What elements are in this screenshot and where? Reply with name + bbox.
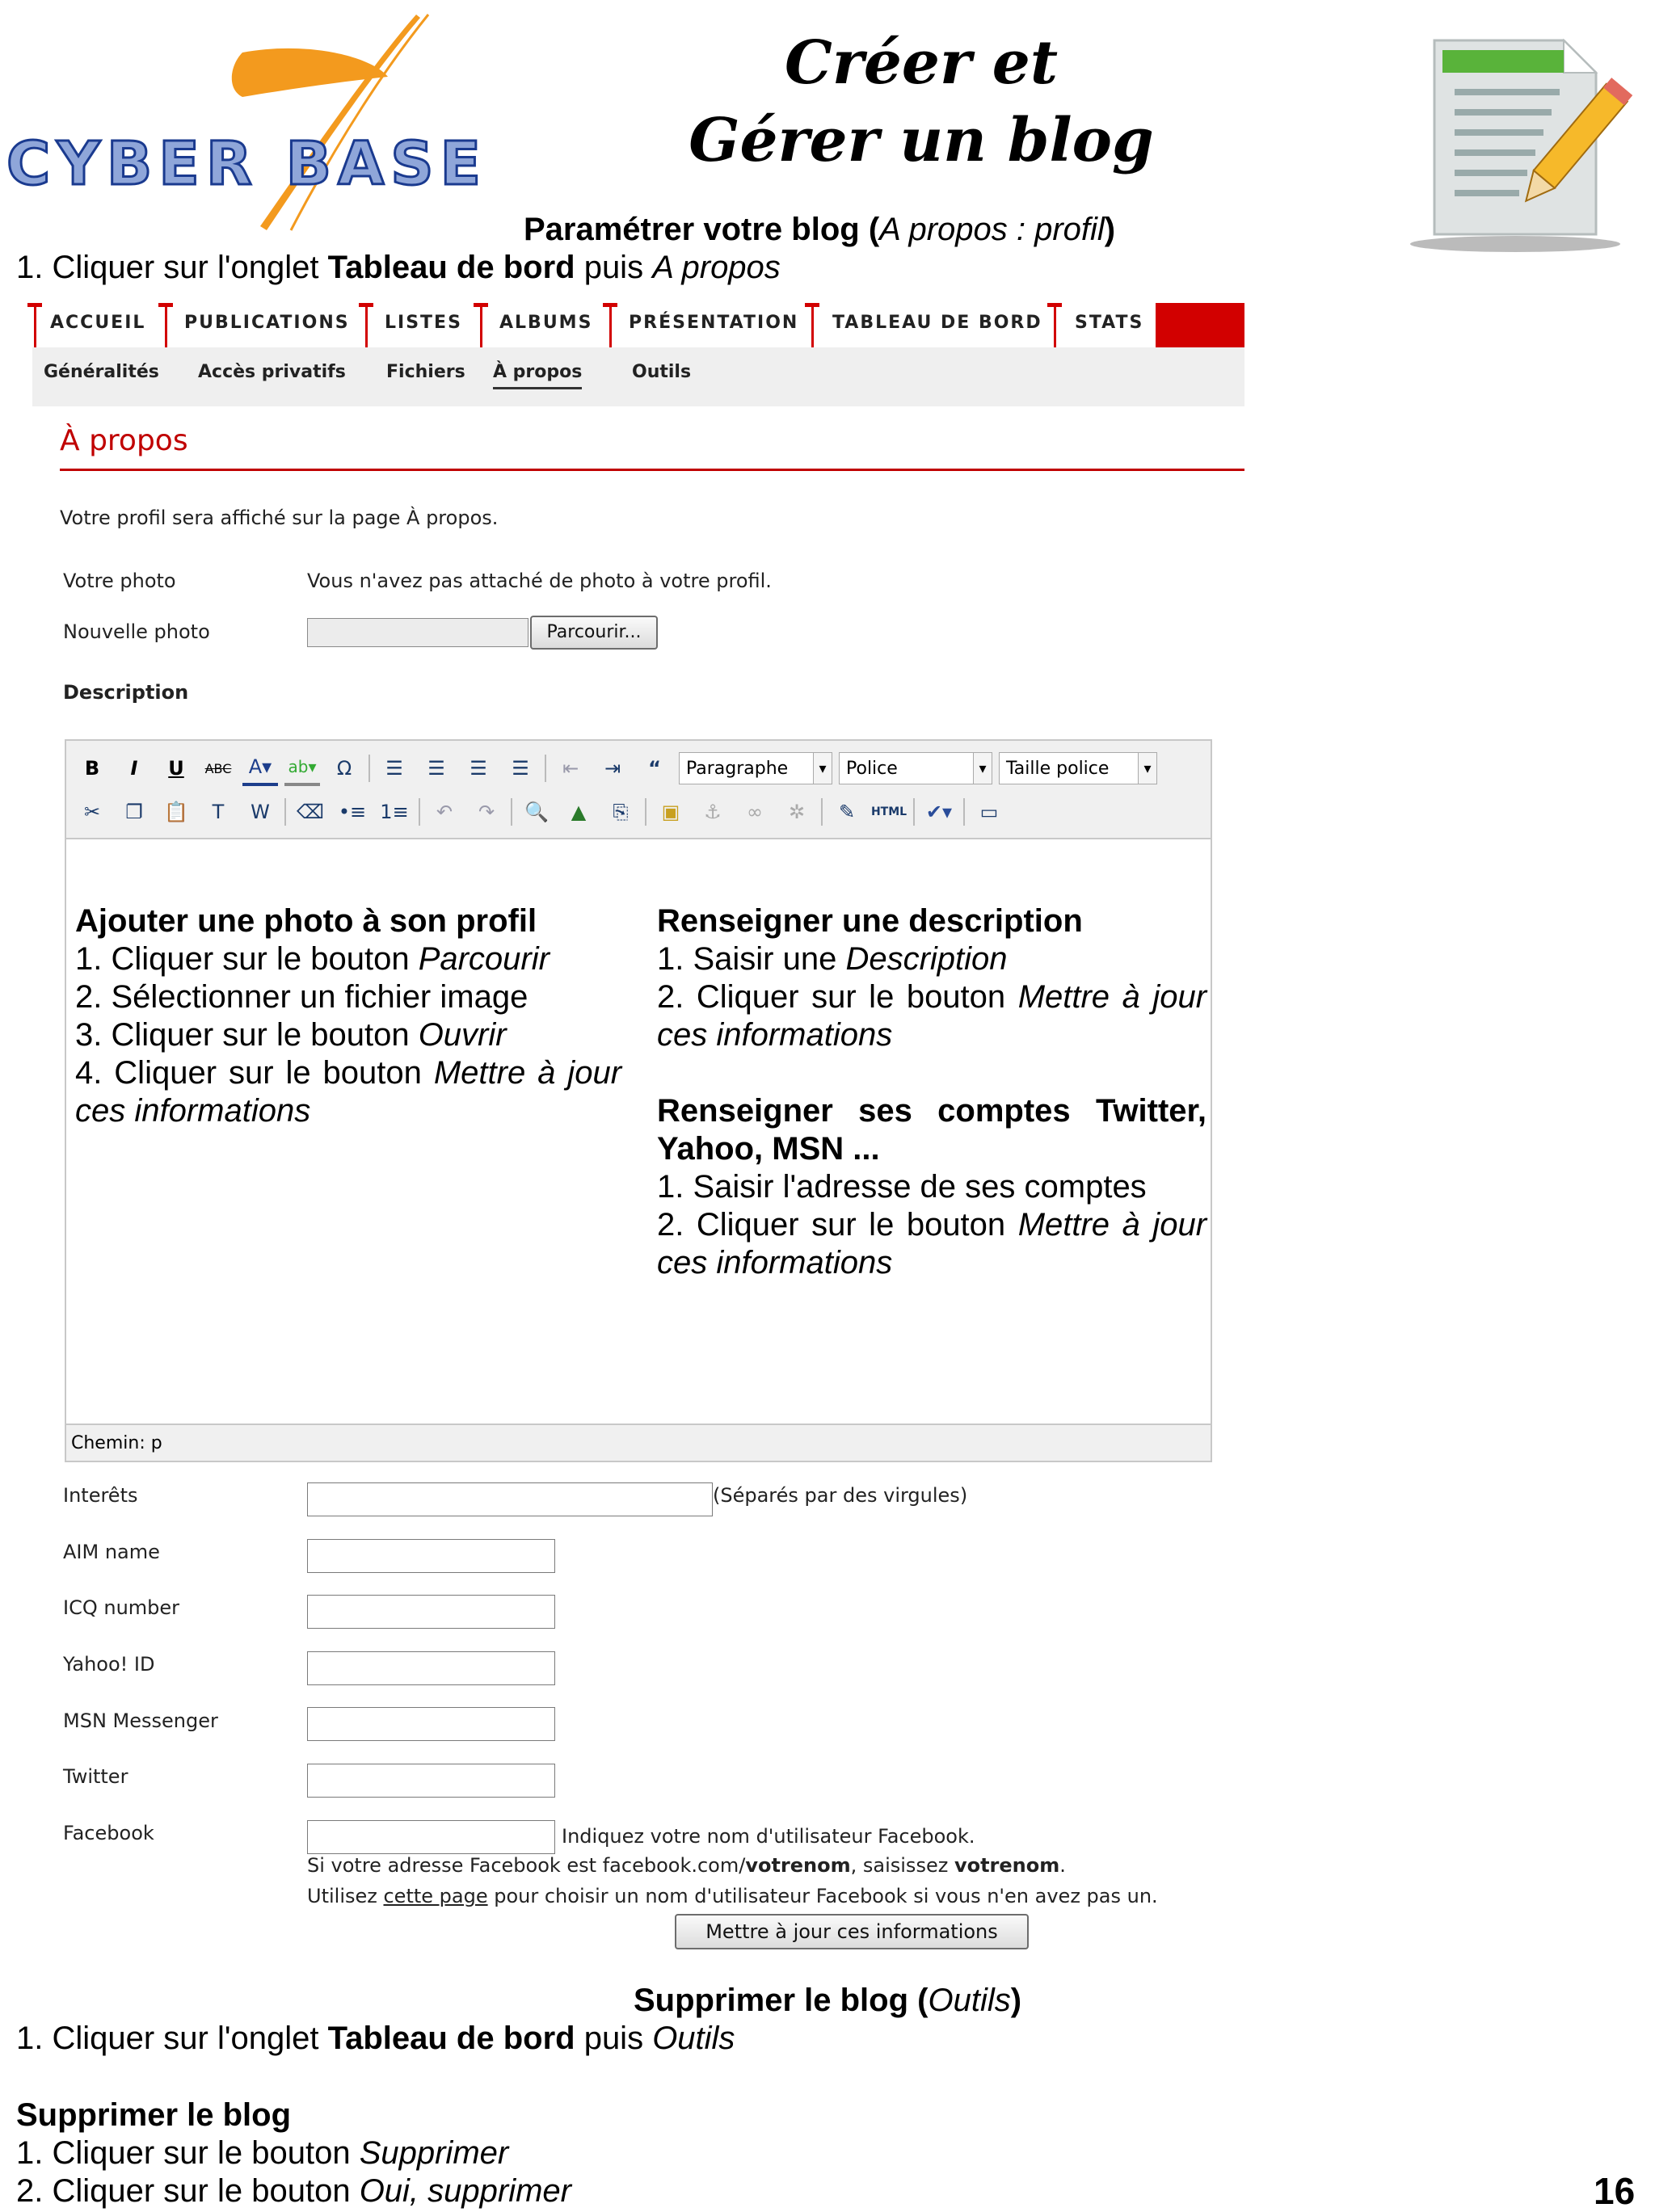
step-text: 1. Cliquer sur le bouton xyxy=(75,941,419,977)
description-label: Description xyxy=(63,681,189,704)
section2-heading-italic: Outils xyxy=(928,1983,1011,2018)
format-select[interactable]: Paragraphe ▾ xyxy=(679,752,832,784)
cut-icon[interactable]: ✂ xyxy=(83,801,101,823)
step-text: 3. Cliquer sur le bouton xyxy=(75,1017,419,1053)
step-italic: Outils xyxy=(652,2021,735,2056)
section2-heading-bold: Supprimer le blog xyxy=(634,1983,909,2018)
indent-icon[interactable]: ⇥ xyxy=(604,757,621,780)
tab-stats[interactable]: STATS xyxy=(1075,313,1144,333)
tab-publications[interactable]: PUBLICATIONS xyxy=(184,313,350,333)
new-photo-label: Nouvelle photo xyxy=(63,620,210,643)
spellcheck-icon[interactable]: ✔▾ xyxy=(925,801,953,823)
update-info-button[interactable]: Mettre à jour ces informations xyxy=(675,1914,1029,1949)
step-italic: Mettre à jour ces informations xyxy=(657,1207,1207,1281)
facebook-hint-3 xyxy=(307,1885,1158,1907)
msn-input[interactable] xyxy=(307,1707,555,1741)
hint-text: . xyxy=(1059,1854,1066,1877)
toolbar-separator xyxy=(284,798,286,826)
blockquote-icon[interactable]: “ xyxy=(648,757,661,780)
toolbar-separator xyxy=(645,798,646,826)
section1-heading-bold: Paramétrer votre blog xyxy=(524,212,860,247)
photo-label: Votre photo xyxy=(63,570,176,592)
hint-bold: votrenom xyxy=(745,1854,851,1877)
tab-separator xyxy=(32,303,37,347)
step-italic: Supprimer xyxy=(359,2135,509,2171)
heading-divider xyxy=(60,469,1244,471)
hint-bold: votrenom xyxy=(954,1854,1060,1877)
outdent-icon[interactable]: ⇤ xyxy=(562,757,579,780)
paste-word-icon[interactable]: W xyxy=(251,801,270,823)
overlay-accounts-title: Renseigner ses comptes Twitter, Yahoo, MSN ... xyxy=(657,1093,1207,1167)
facebook-hint-2 xyxy=(307,1854,1066,1877)
hint-text: , saisissez xyxy=(850,1854,954,1877)
photo-status: Vous n'avez pas attaché de photo à votre profil. xyxy=(307,570,772,592)
unlink-icon[interactable]: ✲ xyxy=(788,801,806,823)
edit-source-icon[interactable]: ✎ xyxy=(838,801,856,823)
toolbar-separator xyxy=(419,798,420,826)
tab-separator xyxy=(478,303,483,347)
tab-separator xyxy=(364,303,368,347)
step-text: 2. Cliquer sur le bouton xyxy=(657,1207,1018,1243)
section2-step-b xyxy=(16,2172,571,2210)
special-char-icon[interactable]: Ω xyxy=(336,757,352,780)
tab-tableau-de-bord[interactable]: TABLEAU DE BORD xyxy=(832,313,1042,333)
toolbar-separator xyxy=(511,798,512,826)
toolbar-separator xyxy=(368,755,370,782)
step-text: 2. Cliquer sur le bouton xyxy=(16,2173,360,2209)
step-italic: Oui, supprimer xyxy=(359,2173,571,2209)
section1-heading xyxy=(524,211,1115,249)
bold-icon[interactable]: B xyxy=(84,757,100,780)
icq-label: ICQ number xyxy=(63,1596,180,1619)
twitter-input[interactable] xyxy=(307,1764,555,1798)
copy-icon[interactable]: ❐ xyxy=(125,801,143,823)
subtab-acces-privatifs[interactable]: Accès privatifs xyxy=(198,362,346,382)
toolbar-separator xyxy=(963,798,965,826)
bullet-list-icon[interactable]: •≡ xyxy=(338,801,367,823)
tab-separator xyxy=(1052,303,1057,347)
photo-file-field[interactable] xyxy=(307,618,529,647)
section2-heading-paren-open: ( xyxy=(908,1983,929,2018)
paste-text-icon[interactable]: T xyxy=(212,801,225,823)
subtab-a-propos[interactable]: À propos xyxy=(493,362,582,389)
tab-separator xyxy=(608,303,613,347)
align-justify-icon[interactable]: ☰ xyxy=(512,757,529,780)
title-line-2: Gérer un blog xyxy=(689,106,1154,175)
cyberbase-logo xyxy=(0,0,614,234)
tab-separator xyxy=(810,303,815,347)
toolbar-row-2 xyxy=(74,793,1007,831)
page-heading: À propos xyxy=(60,424,188,457)
section2-step1 xyxy=(16,2020,735,2058)
subtab-fichiers[interactable]: Fichiers xyxy=(386,362,465,382)
step-italic: A propos xyxy=(652,250,781,285)
tab-presentation[interactable]: PRÉSENTATION xyxy=(629,313,799,333)
overlay-step xyxy=(657,978,1207,1054)
section1-heading-paren-close: ) xyxy=(1104,212,1116,247)
link-icon[interactable]: ∞ xyxy=(747,801,763,823)
step-italic: Description xyxy=(845,941,1008,977)
font-select[interactable]: Police ▾ xyxy=(839,752,992,784)
editor-statusbar: Chemin: p xyxy=(66,1424,1211,1461)
step-italic: Mettre à jour ces informations xyxy=(657,979,1207,1053)
section1-heading-italic: A propos : profil xyxy=(879,212,1105,247)
overlay-step: 1. Saisir l'adresse de ses comptes xyxy=(657,1169,1147,1205)
overlay-add-photo xyxy=(75,902,621,1130)
overlay-step xyxy=(75,940,621,978)
profile-intro: Votre profil sera affiché sur la page À propos. xyxy=(60,507,499,529)
browse-button[interactable]: Parcourir... xyxy=(530,616,658,650)
text-color-icon[interactable]: A▾ xyxy=(242,751,278,786)
overlay-add-photo-title: Ajouter une photo à son profil xyxy=(75,903,537,939)
font-size-select[interactable]: Taille police ▾ xyxy=(999,752,1157,784)
toolbar-separator xyxy=(821,798,823,826)
highlight-color-icon[interactable]: ab▾ xyxy=(284,751,320,786)
section2-step-a xyxy=(16,2134,508,2172)
subtab-generalites[interactable]: Généralités xyxy=(44,362,159,382)
html-source-icon[interactable]: HTML xyxy=(870,805,908,818)
align-right-icon[interactable]: ☰ xyxy=(470,757,487,780)
aim-label: AIM name xyxy=(63,1541,160,1563)
facebook-input[interactable] xyxy=(307,1820,555,1854)
aim-input[interactable] xyxy=(307,1539,555,1573)
overlay-step xyxy=(657,940,1207,978)
interests-input[interactable] xyxy=(307,1482,713,1516)
step-italic: Parcourir xyxy=(418,941,550,977)
overlay-spacer xyxy=(657,1054,1207,1092)
logo-swoosh-icon xyxy=(0,0,614,234)
anchor-icon[interactable]: ⚓ xyxy=(704,801,722,823)
facebook-hint-1: Indiquez votre nom d'utilisateur Facebook. xyxy=(562,1825,975,1848)
hint-text: Si votre adresse Facebook est facebook.com/ xyxy=(307,1854,746,1877)
toolbar-row-1 xyxy=(74,749,1157,788)
yahoo-input[interactable] xyxy=(307,1651,555,1685)
overlay-description xyxy=(657,902,1207,1282)
step-text: 1. Cliquer sur l'onglet xyxy=(16,2021,328,2056)
tab-albums[interactable]: ALBUMS xyxy=(499,313,593,333)
eraser-icon[interactable]: ⌫ xyxy=(297,801,324,823)
step-italic: Ouvrir xyxy=(418,1017,507,1053)
document-edit-icon xyxy=(1410,32,1636,259)
paste-icon[interactable]: 📋 xyxy=(164,801,188,823)
section2-heading xyxy=(634,1982,1021,2020)
insert-media-icon[interactable]: ▣ xyxy=(661,801,680,823)
logo-wordmark: CYBER BASE xyxy=(6,129,488,199)
redo-icon[interactable]: ↷ xyxy=(478,801,495,823)
yahoo-label: Yahoo! ID xyxy=(63,1653,155,1676)
sub-navigation xyxy=(32,347,1244,406)
undo-icon[interactable]: ↶ xyxy=(436,801,453,823)
step-text: 2. Cliquer sur le bouton xyxy=(657,979,1018,1015)
interests-hint: (Séparés par des virgules) xyxy=(713,1484,968,1507)
tab-listes[interactable]: LISTES xyxy=(385,313,462,333)
document-title xyxy=(646,24,1196,179)
section1-heading-paren-open: ( xyxy=(859,212,880,247)
step-italic: Mettre à jour ces informations xyxy=(75,1055,622,1129)
tab-separator xyxy=(163,303,168,347)
interests-label: Interêts xyxy=(63,1484,138,1507)
overlay-step xyxy=(75,1054,621,1130)
insert-image-icon[interactable]: ▲ xyxy=(571,801,587,823)
editor-toolbar xyxy=(66,741,1211,839)
italic-icon[interactable]: I xyxy=(130,757,138,780)
main-tabbar xyxy=(32,303,1244,350)
twitter-label: Twitter xyxy=(63,1765,128,1788)
facebook-page-link[interactable]: cette page xyxy=(383,1885,488,1907)
subtab-outils[interactable]: Outils xyxy=(632,362,692,382)
overlay-step xyxy=(657,1206,1207,1282)
underline-icon[interactable]: U xyxy=(168,757,184,780)
step-text: puis xyxy=(575,250,653,285)
step-text: puis xyxy=(575,2021,653,2056)
tab-accueil[interactable]: ACCUEIL xyxy=(50,313,146,333)
toolbar-separator xyxy=(545,755,546,782)
overlay-step xyxy=(75,1016,621,1054)
strikethrough-icon[interactable]: ABC xyxy=(204,760,232,776)
step-text: 1. Cliquer sur le bouton xyxy=(16,2135,360,2171)
step-bold: Tableau de bord xyxy=(327,250,575,285)
step-text: 1. Saisir une xyxy=(657,941,846,977)
step-text: 1. Cliquer sur l'onglet xyxy=(16,250,328,285)
align-left-icon[interactable]: ☰ xyxy=(385,757,403,780)
step-text: 4. Cliquer sur le bouton xyxy=(75,1055,434,1091)
find-replace-icon[interactable]: 🔍 xyxy=(524,801,549,823)
title-line-1: Créer et xyxy=(784,28,1059,98)
hint-text: Utilisez xyxy=(307,1885,384,1907)
facebook-label: Facebook xyxy=(63,1822,154,1844)
blog-dashboard-screenshot xyxy=(32,303,1244,1947)
section1-step1 xyxy=(16,249,781,287)
hint-text: pour choisir un nom d'utilisateur Facebook si vous n'en avez pas un. xyxy=(487,1885,1158,1907)
attachment-icon[interactable]: ⎘ xyxy=(613,801,629,823)
fullscreen-icon[interactable]: ▭ xyxy=(979,801,999,823)
icq-input[interactable] xyxy=(307,1595,555,1629)
section2-subheading: Supprimer le blog xyxy=(16,2097,292,2133)
tabbar-red-end xyxy=(1156,303,1244,347)
overlay-description-title: Renseigner une description xyxy=(657,903,1083,939)
align-center-icon[interactable]: ☰ xyxy=(427,757,445,780)
page-number: 16 xyxy=(1594,2170,1636,2212)
section2-heading-paren-close: ) xyxy=(1010,1983,1022,2018)
overlay-step: 2. Sélectionner un fichier image xyxy=(75,979,529,1015)
msn-label: MSN Messenger xyxy=(63,1709,218,1732)
toolbar-separator xyxy=(913,798,915,826)
numbered-list-icon[interactable]: 1≡ xyxy=(380,801,409,823)
step-bold: Tableau de bord xyxy=(327,2021,575,2056)
